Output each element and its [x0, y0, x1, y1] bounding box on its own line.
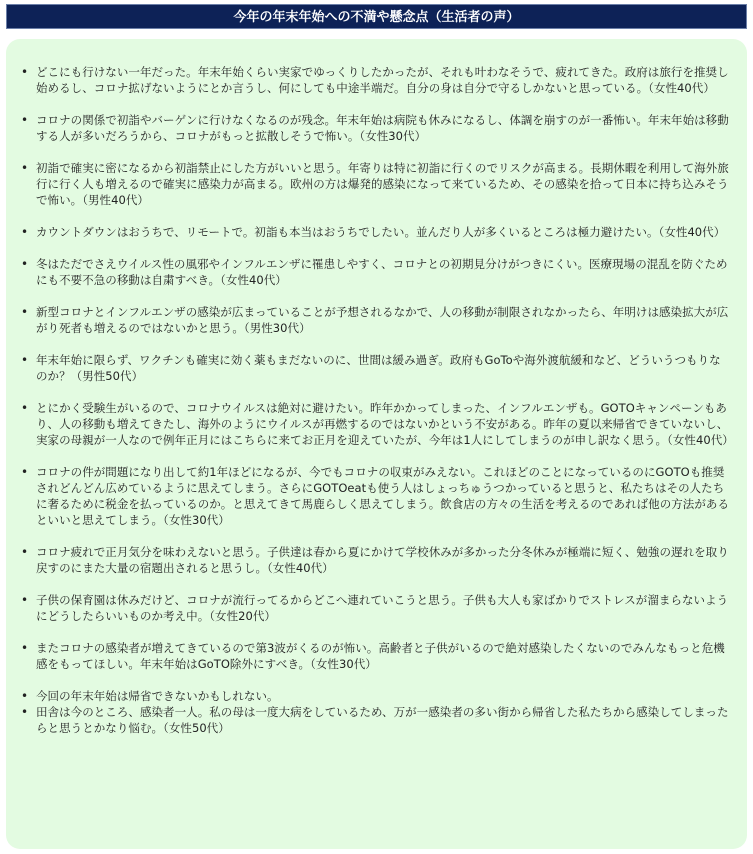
list-item: • 新型コロナとインフルエンザの感染が広まっていることが予想されるなかで、人の移動が制限されなかったら、年明けは感染拡大が広がり死者も増えるのではないかと思う。（男性30代） — [20, 304, 732, 336]
comment-list — [20, 64, 732, 752]
list-item: • 初詣で確実に密になるから初詣禁止にした方がいいと思う。年寄りは特に初詣に行くのでリスクが高まる。長期休暇を利用して海外旅行に行く人も増えるので確実に感染力が高まる。欧州の方は爆発的感染になって来ているため、その感染を拾って日本に持ち込みそうで怖い。（男性40代） — [20, 160, 732, 208]
list-item: • コロナの件が問題になり出して約1年ほどになるが、今でもコロナの収束がみえない。これほどのことになっているのにGOTOも推奨されどんどん広めているように思えてしまう。さらにGOTOeatも使う人はしょっちゅうつかっていると思うと、私たちはその人たちに奢るために税金を払っているのか。と思えてきて馬鹿らしく思えてしまう。飲食店の方々の生活を考えるのであれば他の方法があるといいと思えてしまう。（女性30代） — [20, 464, 732, 528]
comments-panel — [6, 39, 747, 849]
list-item: • 子供の保育園は休みだけど、コロナが流行ってるからどこへ連れていこうと思う。子供も大人も家ばかりでストレスが溜まらないようにどうしたらいいものか考え中。（女性20代） — [20, 592, 732, 624]
list-item: • とにかく受験生がいるので、コロナウイルスは絶対に避けたい。昨年かかってしまった、インフルエンザも。GOTOキャンペーンもあり、人の移動も増えてきたし、海外のようにウイルスが再燃するのではないかという不安がある。昨年の夏以来帰省できていないし、実家の母親が一人なので例年正月にはこちらに来てお正月を迎えていたが、今年は1人にしてしまうのが申し訳なく思う。（女性40代） — [20, 400, 732, 448]
page-title: 今年の年末年始への不満や懸念点（生活者の声） — [6, 4, 747, 29]
list-item: • 田舎は今のところ、感染者一人。私の母は一度大病をしているため、万が一感染者の多い街から帰省した私たちから感染してしまったらと思うとかなり悩む。（女性50代） — [20, 704, 732, 736]
list-item: • 冬はただでさえウイルス性の風邪やインフルエンザに罹患しやすく、コロナとの初期見分けがつきにくい。医療現場の混乱を防ぐためにも不要不急の移動は自粛すべき。（女性40代） — [20, 256, 732, 288]
list-item: • 今回の年末年始は帰省できないかもしれない。 — [20, 688, 732, 704]
list-item: • どこにも行けない一年だった。年末年始くらい実家でゆっくりしたかったが、それも叶わなそうで、疲れてきた。政府は旅行を推奨し始めるし、コロナ拡げないようにとか言うし、何にしても中途半端だ。自分の身は自分で守るしかないと思っている。（女性40代） — [20, 64, 732, 96]
list-item: • コロナ疲れで正月気分を味わえないと思う。子供達は春から夏にかけて学校休みが多かった分冬休みが極端に短く、勉強の遅れを取り戻すのにまた大量の宿題出されると思うし。（女性40代） — [20, 544, 732, 576]
list-item: • 年末年始に限らず、ワクチンも確実に効く薬もまだないのに、世間は緩み過ぎ。政府もGoToや海外渡航緩和など、どういうつもりなのか？（男性50代） — [20, 352, 732, 384]
list-item: • コロナの関係で初詣やバーゲンに行けなくなるのが残念。年末年始は病院も休みになるし、体調を崩すのが一番怖い。年末年始は移動する人が多いだろうから、コロナがもっと拡散しそうで怖い。（女性30代） — [20, 112, 732, 144]
list-item: • またコロナの感染者が増えてきているので第3波がくるのが怖い。高齢者と子供がいるので絶対感染したくないのでみんなもっと危機感をもってほしい。年末年始はGoTO除外にすべき。（女性30代） — [20, 640, 732, 672]
list-item: • カウントダウンはおうちで、リモートで。初詣も本当はおうちでしたい。並んだり人が多くいるところは極力避けたい。（女性40代） — [20, 224, 732, 240]
